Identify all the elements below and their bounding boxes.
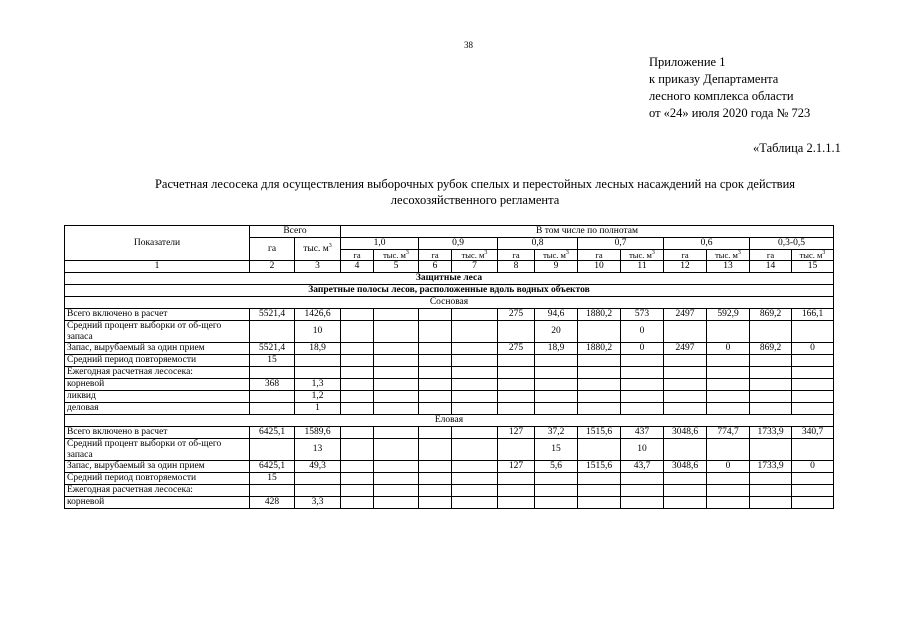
- table-cell: [498, 439, 535, 461]
- table-cell: 774,7: [707, 427, 750, 439]
- unit-superscript: 3: [405, 250, 409, 257]
- table-cell: [664, 439, 707, 461]
- table-cell: [750, 367, 792, 379]
- table-cell: 1733,9: [750, 427, 792, 439]
- table-cell: [792, 485, 834, 497]
- table-cell: [535, 497, 578, 509]
- table-row: [65, 497, 834, 509]
- table-cell: 1880,2: [578, 343, 621, 355]
- table-cell: 3048,6: [664, 461, 707, 473]
- table-cell: [452, 461, 498, 473]
- column-number: 8: [498, 261, 535, 273]
- table-cell: 127: [498, 427, 535, 439]
- table-cell: [535, 473, 578, 485]
- table-cell: [341, 473, 374, 485]
- table-cell: [452, 355, 498, 367]
- unit-label: тыс. м: [543, 250, 566, 260]
- table-cell: [707, 439, 750, 461]
- table-cell: 0: [707, 343, 750, 355]
- table-cell: [374, 427, 419, 439]
- table-cell: [750, 321, 792, 343]
- header-unit-ha: га: [341, 250, 374, 261]
- unit-label: тыс. м: [629, 250, 652, 260]
- table-cell: [374, 461, 419, 473]
- table-cell: [792, 355, 834, 367]
- table-cell: 127: [498, 461, 535, 473]
- unit-label: тыс. м: [303, 243, 329, 254]
- table-cell: [374, 367, 419, 379]
- table-cell: [452, 321, 498, 343]
- table-cell: [621, 485, 664, 497]
- table-cell: 368: [250, 379, 295, 391]
- table-cell: [792, 497, 834, 509]
- unit-superscript: 3: [565, 250, 569, 257]
- table-cell: [419, 497, 452, 509]
- table-cell: [452, 473, 498, 485]
- table-cell: [419, 321, 452, 343]
- table-cell: [498, 367, 535, 379]
- table-cell: [419, 485, 452, 497]
- table-cell: [498, 355, 535, 367]
- table-cell: [341, 379, 374, 391]
- table-cell: [341, 343, 374, 355]
- table-cell: [535, 379, 578, 391]
- table-cell: 0: [707, 461, 750, 473]
- table-cell: [341, 497, 374, 509]
- row-label: Ежегодная расчетная лесосека:: [65, 367, 250, 379]
- table-cell: [578, 391, 621, 403]
- table-cell: [374, 309, 419, 321]
- header-density: 0,6: [664, 238, 750, 250]
- table-row: [65, 367, 834, 379]
- table-cell: 18,9: [295, 343, 341, 355]
- appendix-line: к приказу Департамента: [649, 72, 779, 86]
- column-number: 2: [250, 261, 295, 273]
- header-unit-ha: га: [750, 250, 792, 261]
- header-total: Всего: [250, 226, 341, 238]
- table-row: [65, 403, 834, 415]
- table-cell: [750, 391, 792, 403]
- table-cell: [664, 321, 707, 343]
- table-cell: [664, 473, 707, 485]
- table-cell: 0: [792, 461, 834, 473]
- table-cell: 0: [621, 343, 664, 355]
- table-cell: 10: [621, 439, 664, 461]
- table-cell: [452, 427, 498, 439]
- table-cell: [374, 321, 419, 343]
- header-density: 1,0: [341, 238, 419, 250]
- header-unit-volume: [452, 250, 498, 261]
- table-cell: [341, 355, 374, 367]
- table-cell: [621, 367, 664, 379]
- unit-label: тыс. м: [461, 250, 485, 260]
- table-cell: [374, 485, 419, 497]
- column-number: 13: [707, 261, 750, 273]
- table-cell: 15: [250, 473, 295, 485]
- table-cell: [374, 391, 419, 403]
- header-unit-ha: га: [578, 250, 621, 261]
- table-cell: [498, 403, 535, 415]
- table-cell: [498, 321, 535, 343]
- table-cell: [535, 485, 578, 497]
- table-cell: [419, 343, 452, 355]
- table-cell: [295, 485, 341, 497]
- table-cell: [374, 497, 419, 509]
- table-cell: [452, 403, 498, 415]
- column-number: 15: [792, 261, 834, 273]
- table-cell: 20: [535, 321, 578, 343]
- table-cell: [750, 403, 792, 415]
- table-cell: 275: [498, 309, 535, 321]
- row-label: Ежегодная расчетная лесосека:: [65, 485, 250, 497]
- table-cell: [707, 379, 750, 391]
- table-cell: 1880,2: [578, 309, 621, 321]
- table-cell: [792, 473, 834, 485]
- table-cell: [792, 321, 834, 343]
- table-cell: [578, 403, 621, 415]
- unit-superscript: 3: [737, 250, 741, 257]
- table-row: [65, 355, 834, 367]
- header-density: 0,8: [498, 238, 578, 250]
- table-cell: 15: [250, 355, 295, 367]
- table-cell: [452, 497, 498, 509]
- table-cell: 43,7: [621, 461, 664, 473]
- row-label: Всего включено в расчет: [65, 427, 250, 439]
- table-cell: [792, 403, 834, 415]
- table-cell: [535, 403, 578, 415]
- row-label: Средний период повторяемости: [65, 473, 250, 485]
- unit-label: тыс. м: [383, 250, 406, 260]
- table-cell: [452, 367, 498, 379]
- species-group-title: Сосновая: [65, 297, 834, 309]
- table-cell: 573: [621, 309, 664, 321]
- table-cell: 0: [621, 321, 664, 343]
- table-cell: 3048,6: [664, 427, 707, 439]
- table-cell: [535, 367, 578, 379]
- table-cell: 5521,4: [250, 309, 295, 321]
- row-label: Всего включено в расчет: [65, 309, 250, 321]
- section-title: Защитные леса: [65, 273, 834, 285]
- table-cell: [750, 379, 792, 391]
- table-cell: [295, 355, 341, 367]
- table-cell: [498, 391, 535, 403]
- table-cell: 1589,6: [295, 427, 341, 439]
- appendix-block: [649, 54, 810, 122]
- header-density: 0,9: [419, 238, 498, 250]
- table-cell: 1: [295, 403, 341, 415]
- table-cell: 6425,1: [250, 461, 295, 473]
- table-cell: [341, 439, 374, 461]
- title-line: лесохозяйственного регламента: [390, 193, 560, 207]
- table-cell: [374, 473, 419, 485]
- table-cell: 1733,9: [750, 461, 792, 473]
- table-cell: [419, 309, 452, 321]
- column-number: 11: [621, 261, 664, 273]
- column-number: 5: [374, 261, 419, 273]
- table-cell: [707, 355, 750, 367]
- table-cell: 1515,6: [578, 461, 621, 473]
- table-cell: [419, 379, 452, 391]
- table-cell: [792, 439, 834, 461]
- subsection-title: Запретные полосы лесов, расположенные вдоль водных объектов: [65, 285, 834, 297]
- table-row: [65, 321, 834, 343]
- allowable-cut-table: [64, 225, 834, 509]
- header-total-ha: га: [250, 238, 295, 261]
- table-cell: [452, 439, 498, 461]
- table-row: [65, 473, 834, 485]
- unit-label: тыс. м: [715, 250, 738, 260]
- table-cell: [621, 403, 664, 415]
- table-cell: [707, 485, 750, 497]
- table-row: [65, 427, 834, 439]
- table-cell: [707, 403, 750, 415]
- table-cell: [621, 473, 664, 485]
- table-cell: [374, 343, 419, 355]
- table-row: [65, 485, 834, 497]
- header-unit-volume: [792, 250, 834, 261]
- table-cell: [419, 473, 452, 485]
- table-cell: 428: [250, 497, 295, 509]
- table-row: [65, 343, 834, 355]
- table-cell: [419, 391, 452, 403]
- table-cell: [295, 473, 341, 485]
- table-cell: [341, 321, 374, 343]
- header-total-volume: [295, 238, 341, 261]
- table-cell: 437: [621, 427, 664, 439]
- header-density: 0,7: [578, 238, 664, 250]
- row-label: Средний процент выборки от об-щего запаса: [65, 439, 250, 461]
- table-cell: [664, 485, 707, 497]
- row-label: ликвид: [65, 391, 250, 403]
- title-line: Расчетная лесосека для осуществления выборочных рубок спелых и перестойных лесных насаждений на срок действия: [154, 177, 796, 191]
- table-cell: [664, 367, 707, 379]
- table-cell: [250, 485, 295, 497]
- table-cell: [498, 379, 535, 391]
- table-cell: 49,3: [295, 461, 341, 473]
- table-cell: 340,7: [792, 427, 834, 439]
- table-cell: [250, 439, 295, 461]
- column-number: 14: [750, 261, 792, 273]
- unit-superscript: 3: [328, 242, 332, 249]
- row-label: Запас, вырубаемый за один прием: [65, 461, 250, 473]
- unit-superscript: 3: [484, 250, 488, 257]
- table-cell: [578, 439, 621, 461]
- table-cell: [707, 321, 750, 343]
- table-cell: [578, 367, 621, 379]
- unit-superscript: 3: [822, 250, 826, 257]
- table-cell: [341, 461, 374, 473]
- column-number: 7: [452, 261, 498, 273]
- page-number: 38: [464, 40, 473, 50]
- table-cell: [341, 427, 374, 439]
- row-label: корневой: [65, 379, 250, 391]
- table-cell: [664, 403, 707, 415]
- table-cell: [341, 403, 374, 415]
- table-cell: 275: [498, 343, 535, 355]
- header-unit-volume: [535, 250, 578, 261]
- row-label: Запас, вырубаемый за один прием: [65, 343, 250, 355]
- table-cell: [578, 485, 621, 497]
- table-cell: 592,9: [707, 309, 750, 321]
- table-cell: 2497: [664, 309, 707, 321]
- table-cell: [452, 391, 498, 403]
- table-cell: [621, 379, 664, 391]
- table-cell: [452, 485, 498, 497]
- table-cell: [664, 497, 707, 509]
- table-cell: [498, 485, 535, 497]
- table-cell: 13: [295, 439, 341, 461]
- table-cell: [707, 367, 750, 379]
- table-cell: 6425,1: [250, 427, 295, 439]
- table-cell: [250, 403, 295, 415]
- table-cell: [341, 485, 374, 497]
- table-cell: [750, 485, 792, 497]
- table-cell: 869,2: [750, 343, 792, 355]
- table-cell: 869,2: [750, 309, 792, 321]
- table-cell: [578, 379, 621, 391]
- unit-label: тыс. м: [799, 250, 823, 260]
- table-cell: 1,3: [295, 379, 341, 391]
- table-cell: [498, 497, 535, 509]
- table-cell: [750, 473, 792, 485]
- appendix-line: от «24» июля 2020 года № 723: [649, 106, 811, 120]
- header-unit-ha: га: [664, 250, 707, 261]
- table-number: «Таблица 2.1.1.1: [753, 141, 841, 155]
- row-label: корневой: [65, 497, 250, 509]
- table-cell: [535, 391, 578, 403]
- table-cell: [578, 497, 621, 509]
- table-cell: 10: [295, 321, 341, 343]
- row-label: Средний период повторяемости: [65, 355, 250, 367]
- table-cell: [664, 379, 707, 391]
- table-cell: [374, 379, 419, 391]
- table-cell: 37,2: [535, 427, 578, 439]
- header-unit-ha: га: [498, 250, 535, 261]
- header-unit-volume: [621, 250, 664, 261]
- table-row: [65, 379, 834, 391]
- table-cell: [792, 379, 834, 391]
- table-cell: [792, 367, 834, 379]
- table-cell: [419, 439, 452, 461]
- table-cell: [707, 473, 750, 485]
- row-label: деловая: [65, 403, 250, 415]
- table-row: [65, 439, 834, 461]
- header-indicators: Показатели: [65, 226, 250, 261]
- species-group-title: Еловая: [65, 415, 834, 427]
- table-cell: [750, 355, 792, 367]
- table-cell: 1515,6: [578, 427, 621, 439]
- table-cell: [295, 367, 341, 379]
- table-cell: [419, 403, 452, 415]
- column-number: 1: [65, 261, 250, 273]
- table-cell: [664, 355, 707, 367]
- table-cell: [707, 391, 750, 403]
- table-cell: 1,2: [295, 391, 341, 403]
- table-cell: [419, 461, 452, 473]
- table-cell: [452, 309, 498, 321]
- header-unit-ha: га: [419, 250, 452, 261]
- column-number: 3: [295, 261, 341, 273]
- appendix-line: Приложение 1: [649, 55, 726, 69]
- unit-superscript: 3: [651, 250, 655, 257]
- table-cell: [374, 403, 419, 415]
- table-cell: [750, 439, 792, 461]
- header-including: В том числе по полнотам: [341, 226, 834, 238]
- table-cell: [419, 367, 452, 379]
- table-cell: [707, 497, 750, 509]
- table-cell: 94,6: [535, 309, 578, 321]
- table-cell: [535, 355, 578, 367]
- table-cell: [452, 379, 498, 391]
- table-row: [65, 309, 834, 321]
- table-cell: [452, 343, 498, 355]
- column-number: 6: [419, 261, 452, 273]
- row-label: Средний процент выборки от об-щего запаса: [65, 321, 250, 343]
- table-cell: [792, 391, 834, 403]
- table-cell: [341, 309, 374, 321]
- header-unit-volume: [374, 250, 419, 261]
- table-cell: [374, 439, 419, 461]
- table-cell: [341, 367, 374, 379]
- table-cell: [621, 391, 664, 403]
- table-cell: 15: [535, 439, 578, 461]
- table-cell: [578, 473, 621, 485]
- table-cell: [419, 355, 452, 367]
- column-number: 9: [535, 261, 578, 273]
- header-density: 0,3-0,5: [750, 238, 834, 250]
- table-cell: 166,1: [792, 309, 834, 321]
- table-cell: [578, 355, 621, 367]
- column-number: 10: [578, 261, 621, 273]
- column-number: 12: [664, 261, 707, 273]
- table-cell: [374, 355, 419, 367]
- table-cell: 0: [792, 343, 834, 355]
- document-title: [60, 176, 890, 208]
- table-cell: [341, 391, 374, 403]
- table-cell: [419, 427, 452, 439]
- table-cell: [621, 497, 664, 509]
- table-cell: [578, 321, 621, 343]
- header-unit-volume: [707, 250, 750, 261]
- table-row: [65, 461, 834, 473]
- table-cell: 3,3: [295, 497, 341, 509]
- table-cell: [250, 367, 295, 379]
- table-cell: 2497: [664, 343, 707, 355]
- column-number: 4: [341, 261, 374, 273]
- table-row: [65, 391, 834, 403]
- table-cell: [498, 473, 535, 485]
- appendix-line: лесного комплекса области: [649, 89, 794, 103]
- table-cell: 5521,4: [250, 343, 295, 355]
- table-cell: [750, 497, 792, 509]
- table-cell: [664, 391, 707, 403]
- table-cell: 18,9: [535, 343, 578, 355]
- table-cell: [250, 321, 295, 343]
- table-cell: 5,6: [535, 461, 578, 473]
- table-cell: [621, 355, 664, 367]
- table-cell: [250, 391, 295, 403]
- table-cell: 1426,6: [295, 309, 341, 321]
